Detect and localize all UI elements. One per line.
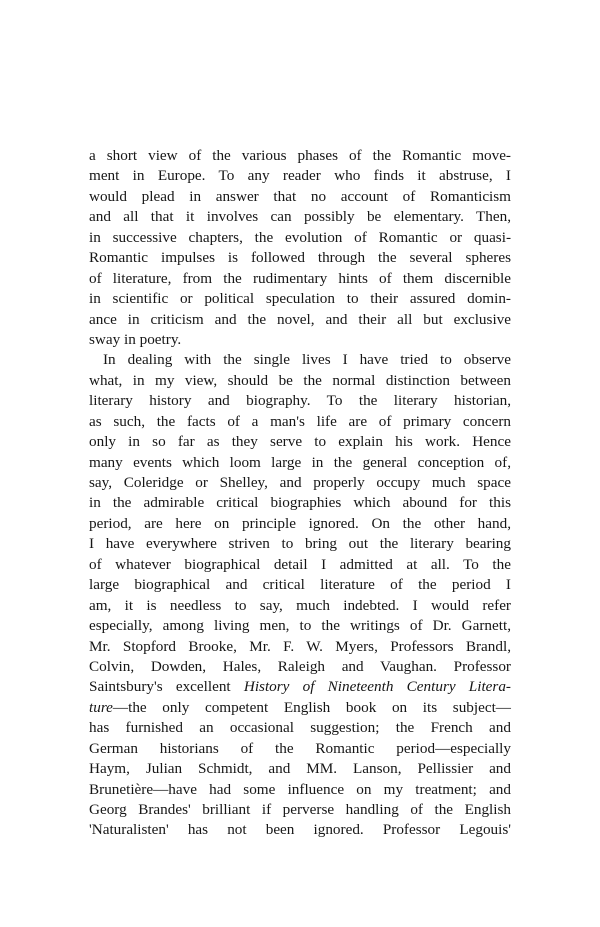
text-line: I have everywhere striven to bring out the literary bearing — [89, 535, 511, 553]
text-line: in scientific or political speculation to their assured domin- — [89, 290, 511, 308]
text-line — [89, 698, 511, 718]
text-line: and all that it involves can possibly be elementary. Then, — [89, 208, 511, 226]
text-line: literary history and biography. To the literary historian, — [89, 392, 511, 410]
body-text — [89, 146, 511, 841]
text-line: what, in my view, should be the normal distinction between — [89, 371, 511, 389]
text-line: Colvin, Dowden, Hales, Raleigh and Vaughan. Professor — [89, 657, 511, 675]
text-line: has furnished an occasional suggestion; the French and — [89, 719, 511, 737]
text-line: period, are here on principle ignored. On the other hand, — [89, 514, 511, 532]
text-line: In dealing with the single lives I have tried to observe — [103, 351, 511, 369]
text-line: of whatever biographical detail I admitted at all. To the — [89, 555, 511, 573]
text-line: Brunetière—have had some influence on my treatment; and — [89, 780, 511, 798]
text-line: 'Naturalisten' has not been ignored. Professor Legouis' — [89, 821, 511, 839]
text-line: Romantic impulses is followed through the several spheres — [89, 249, 511, 267]
text-line: large biographical and critical literature of the period I — [89, 576, 511, 594]
text-line: in the admirable critical biographies which abound for this — [89, 494, 511, 512]
text-line: sway in poetry. — [89, 330, 182, 348]
text-line: ance in criticism and the novel, and their all but exclusive — [89, 310, 511, 328]
paragraph-2 — [89, 350, 511, 841]
text-line: would plead in answer that no account of Romanticism — [89, 187, 511, 205]
text-line: German historians of the Romantic period—especially — [89, 739, 511, 757]
book-title-end: ture — [89, 698, 113, 716]
text-line: a short view of the various phases of the Romantic move- — [89, 147, 511, 164]
text-fragment: Saintsbury's excellent — [89, 678, 244, 696]
text-line — [89, 677, 511, 697]
text-line: especially, among living men, to the writings of Dr. Garnett, — [89, 617, 511, 635]
text-fragment: —the only competent English book on its subject— — [112, 698, 511, 716]
text-line: Georg Brandes' brilliant if perverse handling of the English — [89, 801, 511, 818]
text-line: ment in Europe. To any reader who finds it abstruse, I — [89, 167, 511, 185]
text-line: Mr. Stopford Brooke, Mr. F. W. Myers, Professors Brandl, — [89, 637, 511, 655]
text-line: Haym, Julian Schmidt, and MM. Lanson, Pellissier and — [89, 760, 511, 778]
text-line: in successive chapters, the evolution of Romantic or quasi- — [89, 228, 511, 246]
text-line: as such, the facts of a man's life are of primary concern — [89, 412, 511, 430]
paragraph-1 — [89, 146, 511, 350]
text-line: many events which loom large in the general conception of, — [89, 453, 511, 471]
text-line: am, it is needless to say, much indebted. I would refer — [89, 596, 511, 614]
book-title: History of Nineteenth Century Litera- — [243, 678, 511, 696]
text-line: of literature, from the rudimentary hints of them discernible — [89, 269, 511, 287]
text-line: only in so far as they serve to explain his work. Hence — [89, 433, 511, 451]
text-line: say, Coleridge or Shelley, and properly occupy much space — [89, 474, 511, 491]
